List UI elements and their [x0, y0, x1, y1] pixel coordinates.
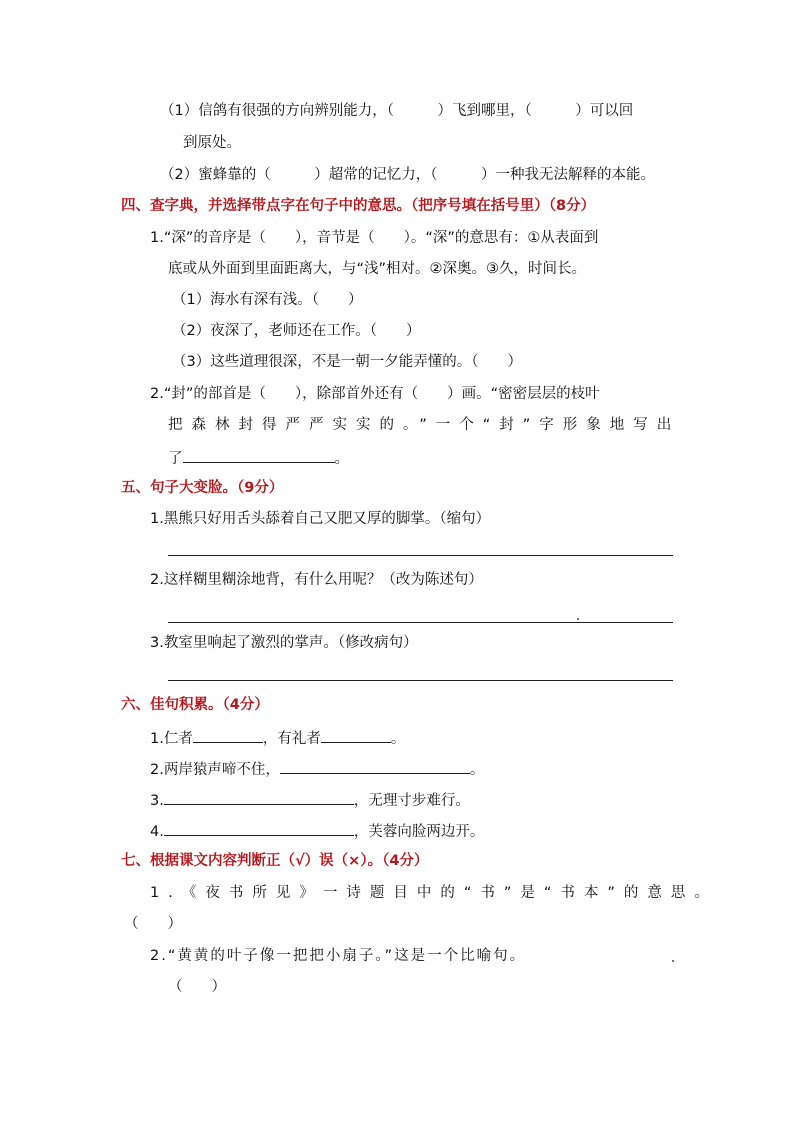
answer-blank[interactable]: [164, 820, 354, 836]
s4-q1-a: （1）海水有深有浅。（ ）: [172, 292, 363, 308]
s6-q1-text-b: ，有礼者: [262, 731, 321, 747]
s5-q1: 1.黑熊只好用舌头舔着自己又肥又厚的脚掌。（缩句）: [150, 511, 491, 527]
answer-blank[interactable]: [183, 447, 335, 463]
answer-blank[interactable]: [280, 758, 470, 774]
s6-q3: [150, 789, 470, 811]
s6-q1-text-c: 。: [390, 731, 406, 747]
item-3-1: （1）信鸽有很强的方向辨别能力，（ ）飞到哪里，（ ）可以回: [160, 103, 634, 119]
item-3-2: （2）蜜蜂靠的（ ）超常的记忆力，（ ）一种我无法解释的本能。: [160, 167, 655, 183]
s6-q2-text-a: 2.两岸猿声啼不住，: [150, 762, 280, 778]
s4-q1-b: （2）夜深了，老师还在工作。（ ）: [172, 323, 421, 339]
item-3-1-cont: 到原处。: [183, 135, 241, 151]
answer-line-s5-q2[interactable]: [168, 622, 673, 623]
answer-blank[interactable]: [164, 789, 354, 805]
s4-q2-prefix: 了: [168, 451, 183, 467]
s5-q3: 3.教室里响起了激烈的掌声。（修改病句）: [150, 635, 418, 651]
stray-dot: [672, 960, 674, 962]
answer-line-s5-q3[interactable]: [168, 680, 673, 681]
s4-q2-suffix: 。: [334, 451, 349, 467]
section-4-heading: 四、查字典，并选择带点字在句子中的意思。（把序号填在括号里）（8分）: [121, 198, 596, 214]
s6-q4-text-b: ，芙蓉向脸两边开。: [353, 824, 485, 840]
answer-line-s5-q1[interactable]: [168, 555, 673, 556]
s4-q1-line1: 1.“深”的音序是（ ），音节是（ ）。“深”的意思有：①从表面到: [150, 230, 599, 246]
s6-q4-text-a: 4.: [150, 824, 164, 840]
s7-q1-line1: 1.《夜书所见》一诗题目中的“书”是“书本”的意思。: [150, 885, 718, 901]
s7-q2-answer[interactable]: （ ）: [168, 979, 226, 995]
s4-q1-c: （3）这些道理很深，不是一朝一夕能弄懂的。（ ）: [172, 354, 522, 370]
s4-q2-line1: 2.“封”的部首是（ ），除部首外还有（ ）画。“密密层层的枝叶: [150, 386, 600, 402]
answer-blank[interactable]: [193, 727, 263, 743]
section-6-heading: 六、佳句积累。（4分）: [121, 697, 269, 713]
s4-q1-line2: 底或从外面到里面距离大，与“浅”相对。②深奥。③久，时间长。: [168, 261, 587, 277]
s6-q1-text-a: 1.仁者: [150, 731, 193, 747]
s6-q1: [150, 727, 405, 749]
s5-q2: 2.这样糊里糊涂地背，有什么用呢？（改为陈述句）: [150, 572, 483, 588]
s4-q2-line2: 把森林封得严严实实的。”一个“封”字形象地写出: [168, 417, 681, 433]
stray-dot: [577, 618, 579, 620]
s6-q2-text-b: 。: [469, 762, 485, 778]
section-7-heading: 七、根据课文内容判断正（√）误（×）。（4分）: [121, 853, 429, 869]
s6-q3-text-a: 3.: [150, 793, 164, 809]
s6-q3-text-b: ，无理寸步难行。: [353, 793, 470, 809]
s6-q4: [150, 820, 484, 842]
s7-q1-answer[interactable]: （ ）: [124, 916, 182, 932]
s6-q2: [150, 758, 484, 780]
answer-blank[interactable]: [321, 727, 391, 743]
s7-q2-line1: 2.“黄黄的叶子像一把把小扇子。”这是一个比喻句。: [150, 948, 527, 964]
s4-q2-line3: [168, 447, 349, 469]
section-5-heading: 五、句子大变脸。（9分）: [121, 480, 284, 496]
